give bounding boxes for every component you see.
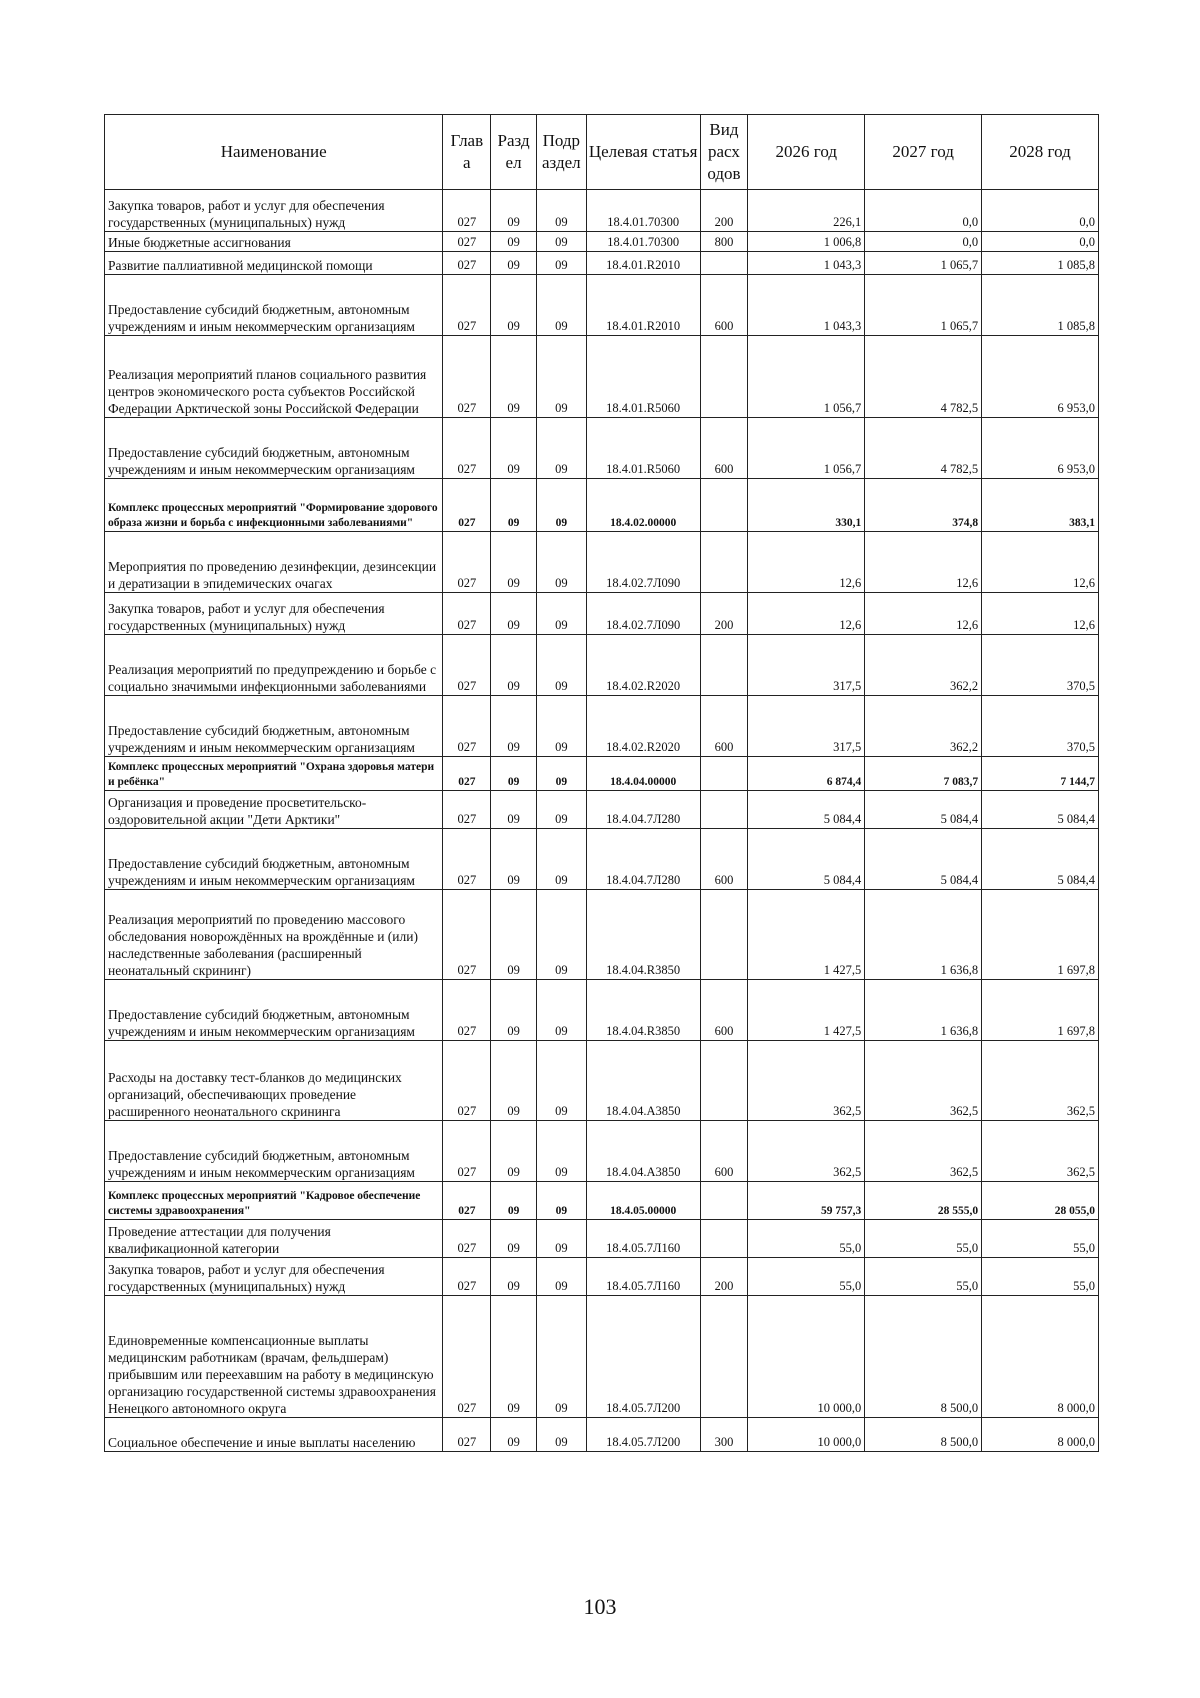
cell-2027: 362,5 xyxy=(865,1121,982,1182)
cell-podrazdel: 09 xyxy=(536,1418,586,1452)
cell-2026: 55,0 xyxy=(748,1220,865,1258)
cell-glava: 027 xyxy=(443,890,491,980)
cell-razdel: 09 xyxy=(491,1041,537,1121)
cell-2027: 8 500,0 xyxy=(865,1296,982,1418)
cell-2027: 8 500,0 xyxy=(865,1418,982,1452)
cell-podrazdel: 09 xyxy=(536,791,586,829)
cell-2026: 5 084,4 xyxy=(748,829,865,890)
cell-glava: 027 xyxy=(443,1220,491,1258)
cell-vid xyxy=(700,1041,748,1121)
cell-razdel: 09 xyxy=(491,1220,537,1258)
header-2027: 2027 год xyxy=(865,115,982,190)
cell-razdel: 09 xyxy=(491,829,537,890)
cell-razdel: 09 xyxy=(491,1418,537,1452)
cell-vid: 300 xyxy=(700,1418,748,1452)
cell-target: 18.4.02.R2020 xyxy=(586,635,700,696)
cell-2026: 317,5 xyxy=(748,696,865,757)
cell-2028: 12,6 xyxy=(982,593,1099,635)
cell-name: Реализация мероприятий по проведению массового обследования новорождённых на врождённые и (или) наследственные заболевания (расширенный неонатальный скрининг) xyxy=(105,890,443,980)
cell-glava: 027 xyxy=(443,479,491,532)
table-row xyxy=(105,635,1099,696)
cell-target: 18.4.05.7Л200 xyxy=(586,1418,700,1452)
cell-2027: 374,8 xyxy=(865,479,982,532)
cell-2026: 362,5 xyxy=(748,1041,865,1121)
cell-target: 18.4.01.70300 xyxy=(586,232,700,252)
cell-razdel: 09 xyxy=(491,1258,537,1296)
cell-vid xyxy=(700,791,748,829)
table-row xyxy=(105,890,1099,980)
cell-glava: 027 xyxy=(443,1041,491,1121)
cell-razdel: 09 xyxy=(491,418,537,479)
cell-glava: 027 xyxy=(443,1121,491,1182)
cell-podrazdel: 09 xyxy=(536,829,586,890)
cell-razdel: 09 xyxy=(491,696,537,757)
table-row xyxy=(105,418,1099,479)
cell-2026: 10 000,0 xyxy=(748,1296,865,1418)
cell-razdel: 09 xyxy=(491,190,537,232)
cell-podrazdel: 09 xyxy=(536,275,586,336)
cell-target: 18.4.02.00000 xyxy=(586,479,700,532)
cell-2027: 5 084,4 xyxy=(865,829,982,890)
cell-2028: 55,0 xyxy=(982,1258,1099,1296)
cell-vid xyxy=(700,336,748,418)
cell-podrazdel: 09 xyxy=(536,1296,586,1418)
cell-glava: 027 xyxy=(443,1182,491,1220)
cell-2026: 226,1 xyxy=(748,190,865,232)
cell-glava: 027 xyxy=(443,1418,491,1452)
cell-target: 18.4.02.R2020 xyxy=(586,696,700,757)
table-row xyxy=(105,532,1099,593)
cell-vid xyxy=(700,1220,748,1258)
cell-target: 18.4.02.7Л090 xyxy=(586,593,700,635)
cell-name: Мероприятия по проведению дезинфекции, дезинсекции и дератизации в эпидемических очагах xyxy=(105,532,443,593)
cell-2026: 6 874,4 xyxy=(748,757,865,791)
header-razdel: Разд ел xyxy=(491,115,537,190)
cell-glava: 027 xyxy=(443,252,491,275)
cell-2027: 362,5 xyxy=(865,1041,982,1121)
cell-vid: 200 xyxy=(700,593,748,635)
table-row xyxy=(105,1121,1099,1182)
cell-vid xyxy=(700,635,748,696)
table-row xyxy=(105,829,1099,890)
cell-target: 18.4.04.A3850 xyxy=(586,1121,700,1182)
cell-razdel: 09 xyxy=(491,232,537,252)
cell-vid xyxy=(700,532,748,593)
table-row xyxy=(105,252,1099,275)
cell-2027: 7 083,7 xyxy=(865,757,982,791)
cell-podrazdel: 09 xyxy=(536,190,586,232)
cell-target: 18.4.04.A3850 xyxy=(586,1041,700,1121)
cell-target: 18.4.01.R5060 xyxy=(586,336,700,418)
table-body xyxy=(105,190,1099,1452)
cell-2027: 1 065,7 xyxy=(865,252,982,275)
cell-glava: 027 xyxy=(443,1258,491,1296)
cell-vid: 600 xyxy=(700,829,748,890)
cell-razdel: 09 xyxy=(491,532,537,593)
cell-target: 18.4.01.70300 xyxy=(586,190,700,232)
cell-2026: 330,1 xyxy=(748,479,865,532)
cell-2028: 362,5 xyxy=(982,1041,1099,1121)
cell-glava: 027 xyxy=(443,696,491,757)
cell-2028: 5 084,4 xyxy=(982,791,1099,829)
cell-glava: 027 xyxy=(443,1296,491,1418)
cell-2028: 1 697,8 xyxy=(982,980,1099,1041)
cell-2026: 5 084,4 xyxy=(748,791,865,829)
cell-name: Организация и проведение просветительско-оздоровительной акции "Дети Арктики" xyxy=(105,791,443,829)
cell-target: 18.4.05.7Л160 xyxy=(586,1258,700,1296)
cell-2028: 7 144,7 xyxy=(982,757,1099,791)
cell-name: Иные бюджетные ассигнования xyxy=(105,232,443,252)
cell-glava: 027 xyxy=(443,232,491,252)
cell-razdel: 09 xyxy=(491,980,537,1041)
cell-2027: 0,0 xyxy=(865,190,982,232)
cell-2027: 4 782,5 xyxy=(865,336,982,418)
table-row xyxy=(105,1182,1099,1220)
cell-razdel: 09 xyxy=(491,1121,537,1182)
cell-razdel: 09 xyxy=(491,479,537,532)
cell-name: Комплекс процессных мероприятий "Охрана здоровья матери и ребёнка" xyxy=(105,757,443,791)
cell-2026: 317,5 xyxy=(748,635,865,696)
cell-name: Реализация мероприятий планов социального развития центров экономического роста субъектов Российской Федерации Арктической зоны Российской Федерации xyxy=(105,336,443,418)
cell-name: Комплекс процессных мероприятий "Кадровое обеспечение системы здравоохранения" xyxy=(105,1182,443,1220)
header-2028: 2028 год xyxy=(982,115,1099,190)
cell-vid xyxy=(700,252,748,275)
cell-name: Расходы на доставку тест-бланков до медицинских организаций, обеспечивающих проведение расширенного неонатального скрининга xyxy=(105,1041,443,1121)
cell-target: 18.4.05.00000 xyxy=(586,1182,700,1220)
cell-name: Предоставление субсидий бюджетным, автономным учреждениям и иным некоммерческим организациям xyxy=(105,696,443,757)
cell-2028: 12,6 xyxy=(982,532,1099,593)
cell-vid: 200 xyxy=(700,1258,748,1296)
cell-2027: 12,6 xyxy=(865,532,982,593)
cell-2026: 1 043,3 xyxy=(748,252,865,275)
cell-name: Единовременные компенсационные выплаты медицинским работникам (врачам, фельдшерам) прибывшим или переехавшим на работу в медицинскую организацию государственной системы здравоохранения Ненецкого автономного округа xyxy=(105,1296,443,1418)
cell-vid xyxy=(700,1182,748,1220)
cell-podrazdel: 09 xyxy=(536,418,586,479)
cell-target: 18.4.05.7Л200 xyxy=(586,1296,700,1418)
cell-2028: 1 085,8 xyxy=(982,275,1099,336)
cell-name: Предоставление субсидий бюджетным, автономным учреждениям и иным некоммерческим организациям xyxy=(105,1121,443,1182)
cell-podrazdel: 09 xyxy=(536,336,586,418)
cell-target: 18.4.05.7Л160 xyxy=(586,1220,700,1258)
cell-target: 18.4.04.R3850 xyxy=(586,890,700,980)
cell-2028: 370,5 xyxy=(982,635,1099,696)
cell-razdel: 09 xyxy=(491,252,537,275)
cell-name: Предоставление субсидий бюджетным, автономным учреждениям и иным некоммерческим организациям xyxy=(105,418,443,479)
cell-target: 18.4.01.R5060 xyxy=(586,418,700,479)
cell-2028: 6 953,0 xyxy=(982,336,1099,418)
cell-vid: 800 xyxy=(700,232,748,252)
header-target: Целевая статья xyxy=(586,115,700,190)
cell-razdel: 09 xyxy=(491,791,537,829)
cell-2027: 5 084,4 xyxy=(865,791,982,829)
cell-podrazdel: 09 xyxy=(536,890,586,980)
table-row xyxy=(105,1296,1099,1418)
cell-vid: 600 xyxy=(700,696,748,757)
cell-razdel: 09 xyxy=(491,890,537,980)
cell-glava: 027 xyxy=(443,336,491,418)
cell-razdel: 09 xyxy=(491,757,537,791)
cell-2028: 28 055,0 xyxy=(982,1182,1099,1220)
header-row xyxy=(105,115,1099,190)
cell-name: Закупка товаров, работ и услуг для обеспечения государственных (муниципальных) нужд xyxy=(105,1258,443,1296)
cell-2028: 8 000,0 xyxy=(982,1296,1099,1418)
cell-razdel: 09 xyxy=(491,635,537,696)
cell-target: 18.4.04.00000 xyxy=(586,757,700,791)
cell-2027: 1 065,7 xyxy=(865,275,982,336)
cell-2027: 12,6 xyxy=(865,593,982,635)
cell-vid: 600 xyxy=(700,1121,748,1182)
table-row xyxy=(105,593,1099,635)
cell-name: Развитие паллиативной медицинской помощи xyxy=(105,252,443,275)
cell-podrazdel: 09 xyxy=(536,593,586,635)
cell-podrazdel: 09 xyxy=(536,532,586,593)
header-2026: 2026 год xyxy=(748,115,865,190)
table-row xyxy=(105,190,1099,232)
cell-glava: 027 xyxy=(443,275,491,336)
header-podrazdel: Подр аздел xyxy=(536,115,586,190)
cell-2027: 55,0 xyxy=(865,1258,982,1296)
cell-2028: 1 085,8 xyxy=(982,252,1099,275)
table-row xyxy=(105,275,1099,336)
cell-2027: 55,0 xyxy=(865,1220,982,1258)
cell-target: 18.4.02.7Л090 xyxy=(586,532,700,593)
cell-podrazdel: 09 xyxy=(536,232,586,252)
cell-glava: 027 xyxy=(443,757,491,791)
cell-target: 18.4.04.7Л280 xyxy=(586,791,700,829)
cell-2028: 0,0 xyxy=(982,190,1099,232)
cell-2027: 362,2 xyxy=(865,696,982,757)
cell-2026: 1 427,5 xyxy=(748,980,865,1041)
cell-2026: 55,0 xyxy=(748,1258,865,1296)
cell-podrazdel: 09 xyxy=(536,635,586,696)
cell-name: Предоставление субсидий бюджетным, автономным учреждениям и иным некоммерческим организациям xyxy=(105,275,443,336)
table-row xyxy=(105,980,1099,1041)
cell-glava: 027 xyxy=(443,190,491,232)
cell-glava: 027 xyxy=(443,418,491,479)
cell-razdel: 09 xyxy=(491,593,537,635)
cell-2027: 1 636,8 xyxy=(865,980,982,1041)
cell-name: Закупка товаров, работ и услуг для обеспечения государственных (муниципальных) нужд xyxy=(105,190,443,232)
cell-2028: 383,1 xyxy=(982,479,1099,532)
cell-target: 18.4.04.R3850 xyxy=(586,980,700,1041)
table-row xyxy=(105,232,1099,252)
cell-vid xyxy=(700,890,748,980)
table-row xyxy=(105,696,1099,757)
header-name: Наименование xyxy=(105,115,443,190)
cell-razdel: 09 xyxy=(491,1296,537,1418)
cell-podrazdel: 09 xyxy=(536,252,586,275)
cell-2026: 59 757,3 xyxy=(748,1182,865,1220)
cell-glava: 027 xyxy=(443,791,491,829)
cell-2028: 8 000,0 xyxy=(982,1418,1099,1452)
cell-target: 18.4.01.R2010 xyxy=(586,275,700,336)
cell-2026: 1 427,5 xyxy=(748,890,865,980)
cell-razdel: 09 xyxy=(491,336,537,418)
cell-vid: 600 xyxy=(700,275,748,336)
cell-2026: 1 056,7 xyxy=(748,336,865,418)
cell-glava: 027 xyxy=(443,829,491,890)
cell-2028: 370,5 xyxy=(982,696,1099,757)
cell-name: Социальное обеспечение и иные выплаты населению xyxy=(105,1418,443,1452)
cell-podrazdel: 09 xyxy=(536,980,586,1041)
cell-podrazdel: 09 xyxy=(536,696,586,757)
table-row xyxy=(105,1220,1099,1258)
cell-name: Закупка товаров, работ и услуг для обеспечения государственных (муниципальных) нужд xyxy=(105,593,443,635)
cell-2027: 1 636,8 xyxy=(865,890,982,980)
cell-razdel: 09 xyxy=(491,1182,537,1220)
cell-name: Реализация мероприятий по предупреждению и борьбе с социально значимыми инфекционными заболеваниями xyxy=(105,635,443,696)
cell-target: 18.4.04.7Л280 xyxy=(586,829,700,890)
cell-glava: 027 xyxy=(443,980,491,1041)
cell-podrazdel: 09 xyxy=(536,1258,586,1296)
cell-2027: 0,0 xyxy=(865,232,982,252)
cell-vid: 600 xyxy=(700,980,748,1041)
cell-glava: 027 xyxy=(443,635,491,696)
page-number: 103 xyxy=(583,1594,617,1619)
cell-2027: 28 555,0 xyxy=(865,1182,982,1220)
cell-razdel: 09 xyxy=(491,275,537,336)
cell-2026: 362,5 xyxy=(748,1121,865,1182)
cell-name: Комплекс процессных мероприятий "Формирование здорового образа жизни и борьба с инфекционными заболеваниями" xyxy=(105,479,443,532)
cell-2026: 1 056,7 xyxy=(748,418,865,479)
table-row xyxy=(105,1258,1099,1296)
cell-2027: 362,2 xyxy=(865,635,982,696)
cell-2026: 10 000,0 xyxy=(748,1418,865,1452)
header-glava: Глав а xyxy=(443,115,491,190)
cell-vid xyxy=(700,1296,748,1418)
cell-name: Проведение аттестации для получения квалификационной категории xyxy=(105,1220,443,1258)
table-row xyxy=(105,757,1099,791)
table-row xyxy=(105,479,1099,532)
table-row xyxy=(105,1041,1099,1121)
cell-2027: 4 782,5 xyxy=(865,418,982,479)
cell-target: 18.4.01.R2010 xyxy=(586,252,700,275)
cell-name: Предоставление субсидий бюджетным, автономным учреждениям и иным некоммерческим организациям xyxy=(105,980,443,1041)
cell-2028: 0,0 xyxy=(982,232,1099,252)
cell-podrazdel: 09 xyxy=(536,479,586,532)
table-row xyxy=(105,336,1099,418)
cell-2028: 6 953,0 xyxy=(982,418,1099,479)
cell-podrazdel: 09 xyxy=(536,1182,586,1220)
cell-podrazdel: 09 xyxy=(536,1121,586,1182)
cell-podrazdel: 09 xyxy=(536,1041,586,1121)
table-row xyxy=(105,791,1099,829)
cell-vid: 200 xyxy=(700,190,748,232)
cell-vid xyxy=(700,479,748,532)
cell-2028: 55,0 xyxy=(982,1220,1099,1258)
cell-glava: 027 xyxy=(443,593,491,635)
cell-podrazdel: 09 xyxy=(536,757,586,791)
cell-glava: 027 xyxy=(443,532,491,593)
cell-2028: 5 084,4 xyxy=(982,829,1099,890)
cell-2026: 1 043,3 xyxy=(748,275,865,336)
cell-2026: 12,6 xyxy=(748,532,865,593)
budget-table xyxy=(104,114,1099,1452)
cell-2028: 1 697,8 xyxy=(982,890,1099,980)
cell-podrazdel: 09 xyxy=(536,1220,586,1258)
table-row xyxy=(105,1418,1099,1452)
cell-vid: 600 xyxy=(700,418,748,479)
cell-vid xyxy=(700,757,748,791)
cell-name: Предоставление субсидий бюджетным, автономным учреждениям и иным некоммерческим организациям xyxy=(105,829,443,890)
cell-2026: 1 006,8 xyxy=(748,232,865,252)
cell-2028: 362,5 xyxy=(982,1121,1099,1182)
header-vid: Вид расх одов xyxy=(700,115,748,190)
cell-2026: 12,6 xyxy=(748,593,865,635)
